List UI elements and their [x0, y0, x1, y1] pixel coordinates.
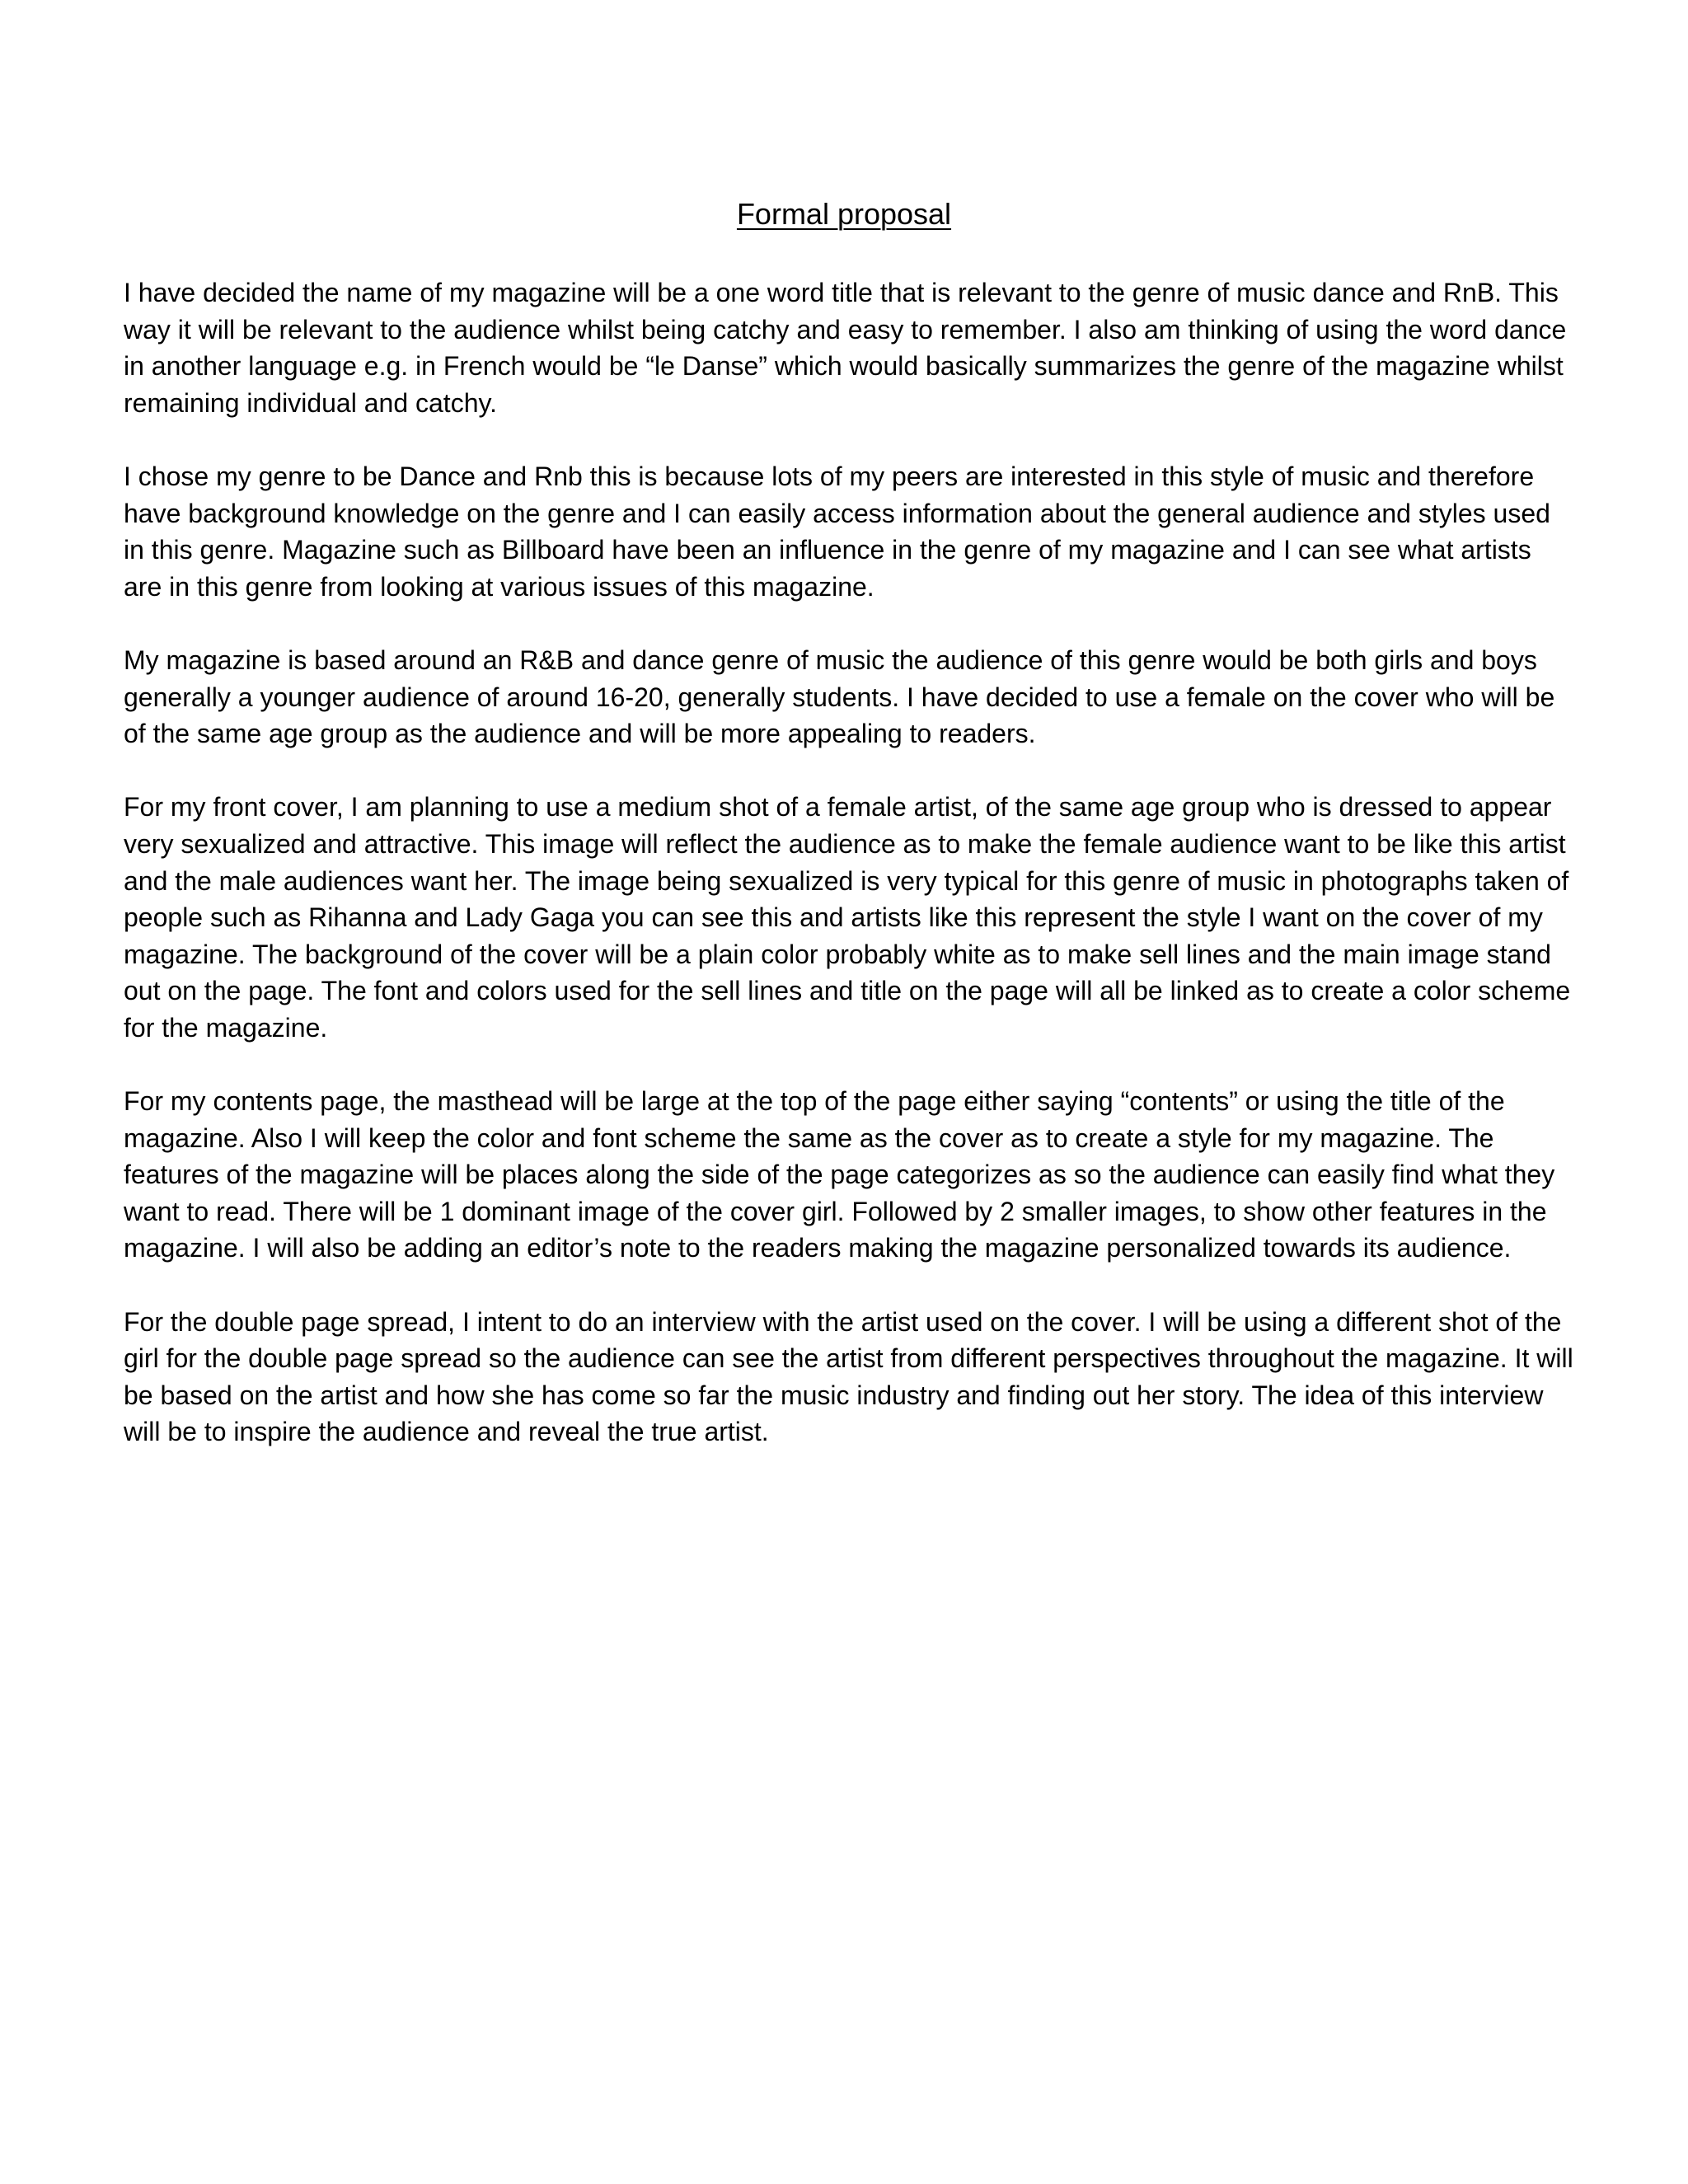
document-title: Formal proposal: [736, 197, 952, 231]
paragraph-magazine-name: I have decided the name of my magazine will be a one word title that is relevant to the genre of music dance and RnB. This way it will be relevant to the audience whilst being catchy and easy to remember. I also am thinking of using the word dance in another language e.g. in French would be “le Danse” which would basically summarizes the genre of the magazine whilst remaining individual and catchy.: [124, 278, 1567, 418]
document-body: [124, 274, 1574, 1451]
paragraph-audience: My magazine is based around an R&B and dance genre of music the audience of this genre would be both girls and boys generally a younger audience of around 16-20, generally students. I have decided to use a female on the cover who will be of the same age group as the audience and will be more appealing to readers.: [124, 644, 1555, 749]
paragraph-genre: I chose my genre to be Dance and Rnb this is because lots of my peers are interested in this style of music and therefore have background knowledge on the genre and I can easily access information about the general audience and styles used in this genre. Magazine such as Billboard have been an influence in the genre of my magazine and I can see what artists are in this genre from looking at various issues of this magazine.: [124, 461, 1550, 602]
paragraph-front-cover: For my front cover, I am planning to use a medium shot of a female artist, of the same age group who is dressed to appear very sexualized and attractive. This image will reflect the audience as to make the female audience want to be like this artist and the male audiences want her. The image being sexualized is very typical for this genre of music in photographs taken of people such as Rihanna and Lady Gaga you can see this and artists like this represent the style I want on the cover of my magazine. The background of the cover will be a plain color probably white as to make sell lines and the main image stand out on the page. The font and colors used for the sell lines and title on the page will all be linked as to create a color scheme for the magazine.: [124, 792, 1571, 1043]
paragraph-contents-page: For my contents page, the masthead will be large at the top of the page either saying “contents” or using the title of the magazine. Also I will keep the color and font scheme the same as the cover as to create a style for my magazine. The features of the magazine will be places along the side of the page categorizes as so the audience can easily find what they want to read. There will be 1 dominant image of the cover girl. Followed by 2 smaller images, to show other features in the magazine. I will also be adding an editor’s note to the readers making the magazine personalized towards its audience.: [124, 1086, 1555, 1263]
paragraph-double-page-spread: For the double page spread, I intent to do an interview with the artist used on the cover. I will be using a different shot of the girl for the double page spread so the audience can see the artist from different perspectives throughout the magazine. It will be based on the artist and how she has come so far the music industry and finding out her story. The idea of this interview will be to inspire the audience and reveal the true artist.: [124, 1306, 1573, 1447]
